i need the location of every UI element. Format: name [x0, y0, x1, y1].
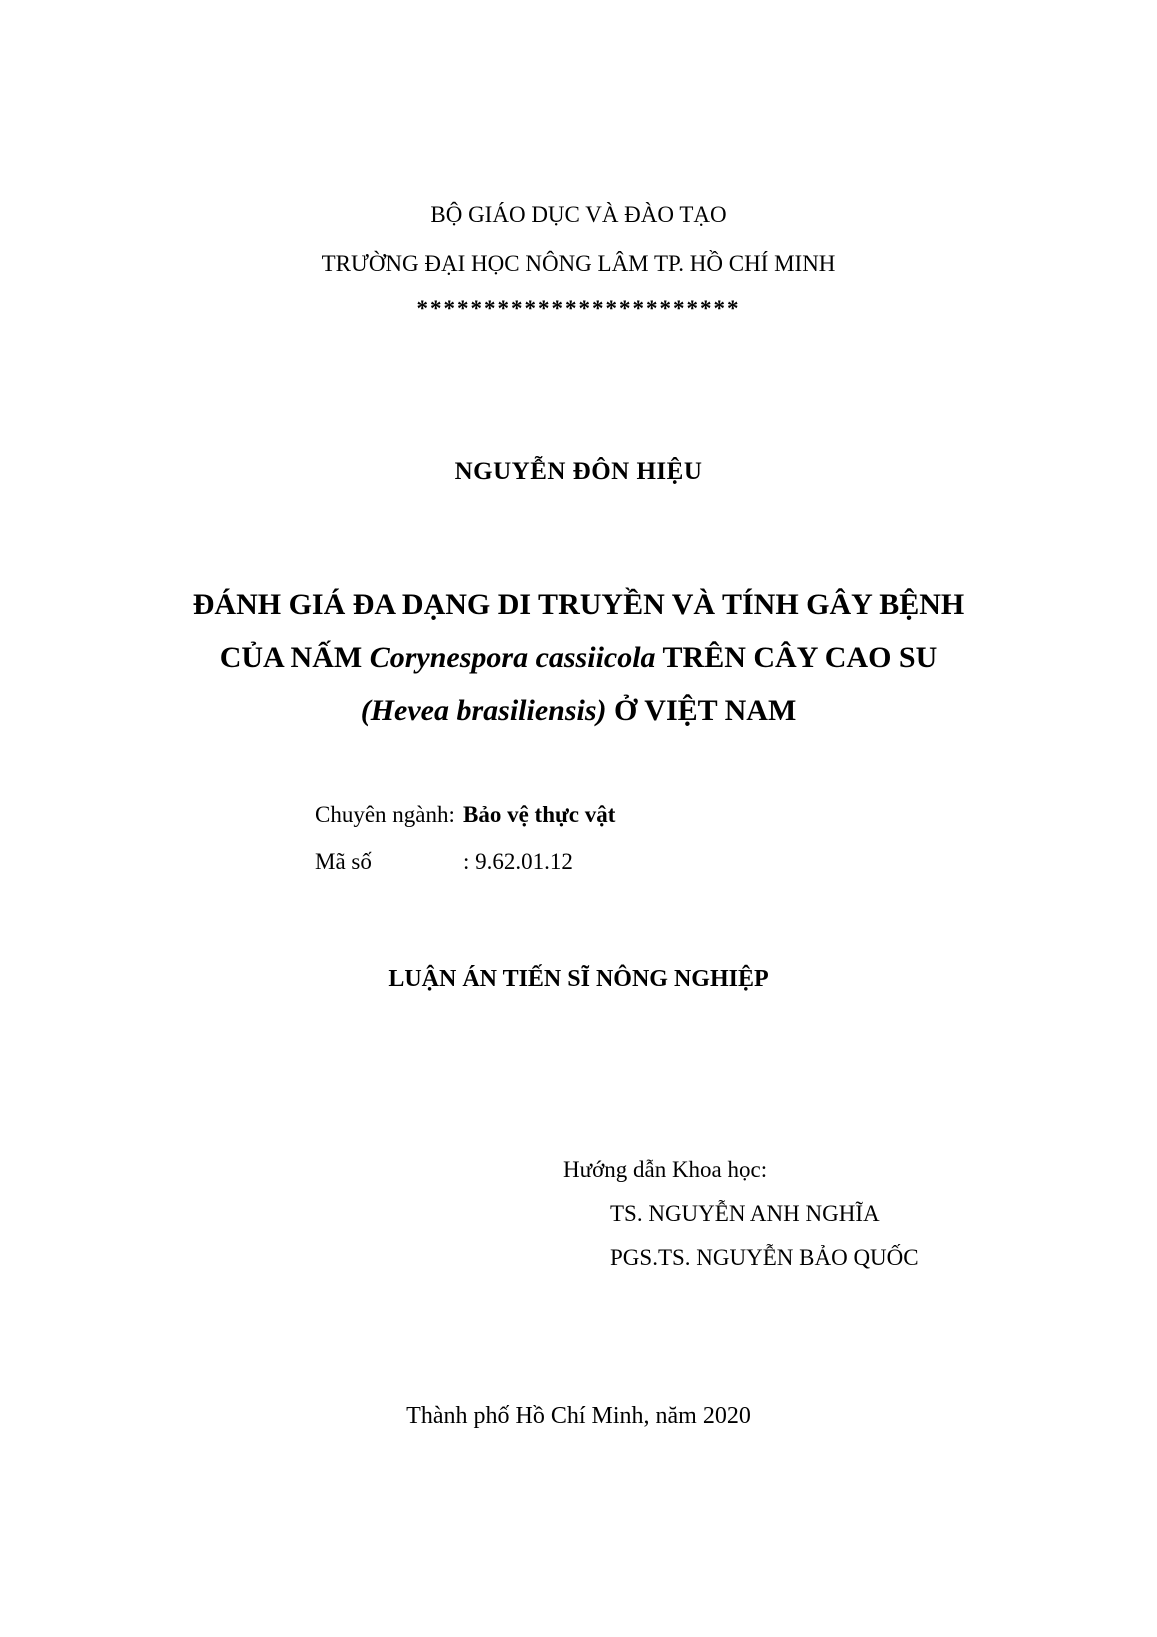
title-line-3 [0, 684, 1157, 737]
title-line-2-prefix: CỦA NẤM [219, 641, 370, 674]
advisors-block [563, 1148, 919, 1280]
thesis-meta [315, 798, 615, 878]
species-name-hevea: (Hevea brasiliensis) [360, 694, 607, 727]
advisor-name-1: TS. NGUYỄN ANH NGHĨA [610, 1201, 880, 1226]
thesis-type: LUẬN ÁN TIẾN SĨ NÔNG NGHIỆP [388, 966, 769, 992]
separator-stars: ************************ [416, 296, 741, 321]
species-name-corynespora: Corynespora cassiicola [369, 641, 656, 674]
header [0, 190, 1157, 330]
place-and-year: Thành phố Hồ Chí Minh, năm 2020 [406, 1403, 751, 1429]
university-name: TRƯỜNG ĐẠI HỌC NÔNG LÂM TP. HỒ CHÍ MINH [321, 251, 836, 276]
ministry-name: BỘ GIÁO DỤC VÀ ĐÀO TẠO [430, 202, 727, 227]
title-line-3-suffix: Ở VIỆT NAM [606, 694, 797, 727]
thesis-title [0, 578, 1157, 737]
advisor-name-2: PGS.TS. NGUYỄN BẢO QUỐC [610, 1245, 919, 1270]
code-label: Mã số [315, 849, 372, 874]
major-label: Chuyên ngành: [315, 802, 455, 827]
advisors-heading: Hướng dẫn Khoa học: [563, 1157, 768, 1182]
author-name: NGUYỄN ĐÔN HIỆU [454, 458, 703, 485]
title-line-2 [0, 631, 1157, 684]
title-line-2-suffix: TRÊN CÂY CAO SU [655, 641, 938, 674]
title-line-1: ĐÁNH GIÁ ĐA DẠNG DI TRUYỀN VÀ TÍNH GÂY BỆNH [192, 588, 965, 621]
code-value: : 9.62.01.12 [463, 849, 573, 874]
major-value: Bảo vệ thực vật [463, 802, 616, 827]
